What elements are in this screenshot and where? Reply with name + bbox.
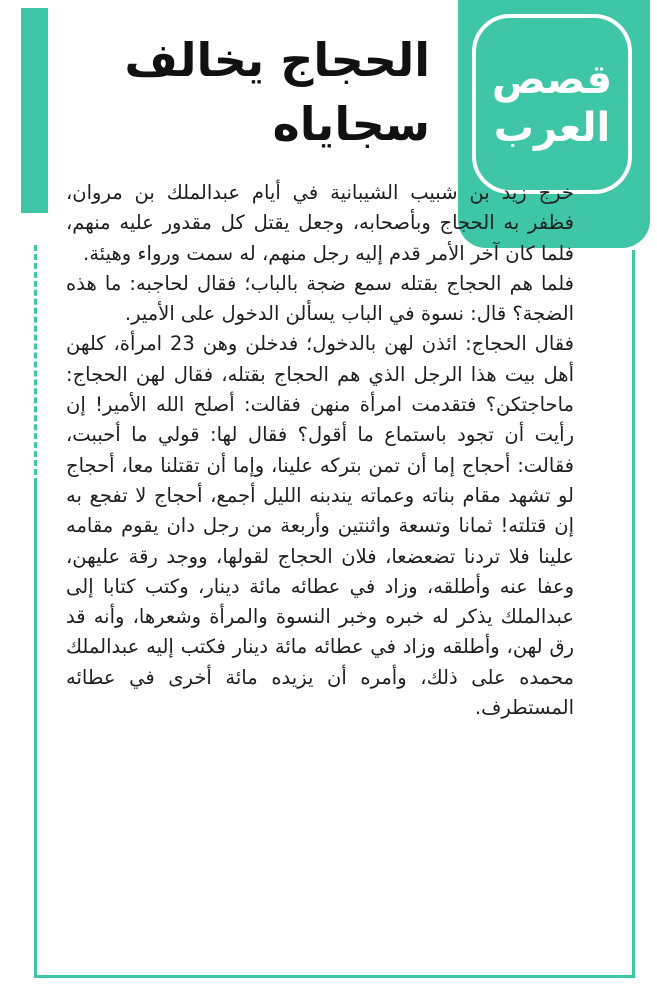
frame-left-border	[34, 478, 37, 978]
accent-bar-left	[21, 8, 48, 213]
article-body	[66, 178, 574, 723]
badge-line-2: العرب	[493, 105, 611, 151]
paragraph-3: فقال الحجاج: ائذن لهن بالدخول؛ فدخلن وهن 23 امرأة، كلهن أهل بيت هذا الرجل الذي هم الحجاج بقتله، فقال لهن الحجاج: ماحاجتكن؟ فتقدمت امرأة منهن فقالت: أصلح الله الأمير! إن رأيت أن تجود باستماع ما أقول؟ فقال لها: قولي ما أحببت، فقالت: أحجاج إما أن تمن بتركه علينا، وإما أن تقتلنا معا، أحجاج لو تشهد مقام بناته وعماته يندبنه الليل أجمع، أحجاج لا تفجع به إن قتلته! ثمانا وتسعة واثنتين وأربعة من رجل دان يقوم مقامه علينا فلا تردنا تضعضعا، فلان الحجاج لقولها، ووجد رقة عليهن، وعفا عنه وأطلقه، وزاد في عطائه مائة دينار، وكتب كتابا إلى عبدالملك يذكر له خبره وخبر النسوة والمرأة وشعرها، وأنه قد رق لهن، وأطلقه وزاد في عطائه مائة دينار فكتب إليه عبدالملك محمده على ذلك، وأمره أن يزيده مائة أخرى في عطائه المستطرف.	[66, 332, 574, 720]
dashed-divider	[34, 245, 37, 475]
paragraph-1: خرج زيد بن شبيب الشيبانية في أيام عبدالملك بن مروان، فظفر به الحجاج وبأصحابه، وجعل يقتل كل مقدور عليه منهم، فلما كان آخر الأمر قدم إليه رجل منهم، له سمت ورواء وهيئة.	[66, 181, 574, 265]
frame-bottom-border	[34, 975, 634, 978]
title-line-1: الحجاج يخالف	[124, 33, 430, 87]
paragraph-2: فلما هم الحجاج بقتله سمع ضجة بالباب؛ فقال لحاجبه: ما هذه الضجة؟ قال: نسوة في الباب يسألن الدخول على الأمير.	[66, 271, 574, 326]
section-badge-label	[472, 14, 632, 194]
badge-line-1: قصص	[491, 57, 613, 103]
frame-right-border	[632, 250, 635, 978]
title-line-2: سجاياه	[272, 97, 430, 151]
article-title	[70, 28, 430, 156]
